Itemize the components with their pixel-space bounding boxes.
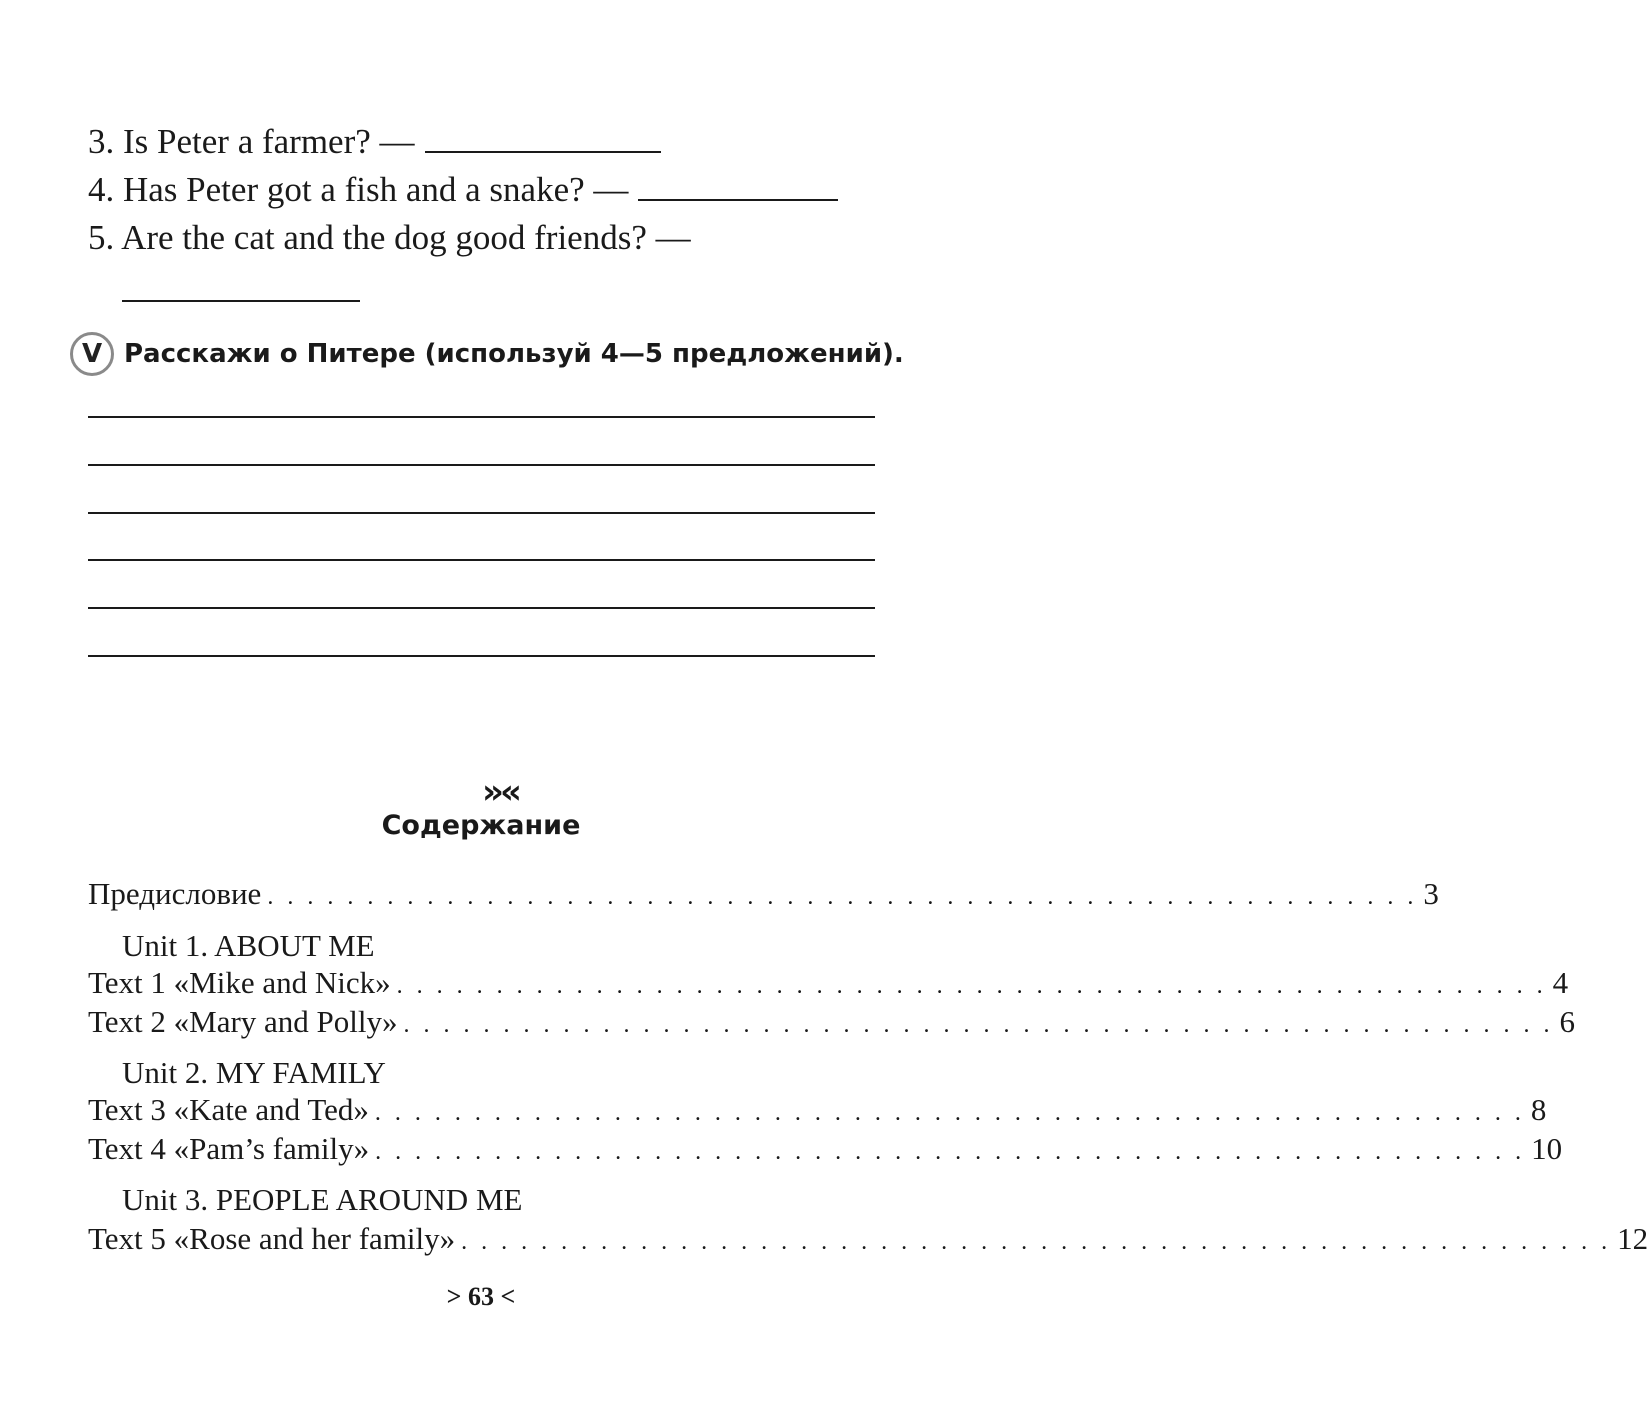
page-number: > 63 < bbox=[446, 1282, 516, 1311]
task-v-instruction: Расскажи о Питере (используй 4—5 предложений). bbox=[124, 339, 904, 369]
answer-blank-4[interactable] bbox=[638, 198, 838, 201]
question-4 bbox=[88, 172, 838, 207]
dot-leader: . . . . . . . . . . . . . . . . . . . . . . . . . . . . . . . . . . . . . . . . . . . . . . . . . . . . . . . . . . bbox=[374, 1100, 1525, 1126]
toc-entry-label: Text 3 «Kate and Ted» bbox=[88, 1092, 369, 1127]
task-number-badge: V bbox=[70, 332, 114, 376]
toc-entry-label: Предисловие bbox=[88, 876, 262, 911]
writing-line-6[interactable] bbox=[88, 655, 875, 657]
question-4-text: 4. Has Peter got a fish and a snake? — bbox=[88, 170, 629, 209]
toc-title: Содержание bbox=[381, 810, 581, 841]
toc-entry-page: 3 bbox=[1423, 876, 1439, 911]
toc-entry-page: 8 bbox=[1530, 1092, 1547, 1127]
question-5-text: 5. Are the cat and the dog good friends? — bbox=[88, 218, 691, 257]
question-3 bbox=[88, 124, 661, 159]
toc-entry-preface[interactable] bbox=[88, 876, 1439, 911]
toc-entry-page: 10 bbox=[1531, 1131, 1563, 1166]
toc-unit-2-heading: Unit 2. MY FAMILY bbox=[122, 1055, 386, 1090]
toc-entry-page: 4 bbox=[1552, 965, 1569, 1000]
toc-entry-page: 12 bbox=[1617, 1221, 1648, 1256]
task-v-header bbox=[70, 332, 904, 376]
writing-line-5[interactable] bbox=[88, 607, 875, 609]
toc-entry-label: Text 4 «Pam’s family» bbox=[88, 1131, 370, 1166]
question-3-text: 3. Is Peter a farmer? — bbox=[88, 122, 415, 161]
toc-entry-page: 6 bbox=[1559, 1004, 1576, 1039]
toc-unit-3-heading: Unit 3. PEOPLE AROUND ME bbox=[122, 1182, 523, 1217]
answer-blank-3[interactable] bbox=[425, 150, 661, 153]
dot-leader: . . . . . . . . . . . . . . . . . . . . . . . . . . . . . . . . . . . . . . . . . . . . . . . . . . . . . . . . . . bbox=[396, 973, 1547, 999]
answer-blank-5[interactable] bbox=[122, 300, 360, 302]
dot-leader: . . . . . . . . . . . . . . . . . . . . . . . . . . . . . . . . . . . . . . . . . . . . . . . . . . . . . . . . . . bbox=[267, 884, 1418, 910]
question-5 bbox=[88, 220, 691, 255]
toc-entry-label: Text 5 «Rose and her family» bbox=[88, 1221, 456, 1256]
dot-leader: . . . . . . . . . . . . . . . . . . . . . . . . . . . . . . . . . . . . . . . . . . . . . . . . . . . . . . . . . . bbox=[461, 1229, 1612, 1255]
toc-entry-label: Text 2 «Mary and Polly» bbox=[88, 1004, 398, 1039]
toc-entry-label: Text 1 «Mike and Nick» bbox=[88, 965, 391, 1000]
writing-line-4[interactable] bbox=[88, 559, 875, 561]
toc-entry-text-3[interactable] bbox=[88, 1092, 1547, 1127]
dot-leader: . . . . . . . . . . . . . . . . . . . . . . . . . . . . . . . . . . . . . . . . . . . . . . . . . . . . . . . . . . bbox=[375, 1139, 1526, 1165]
writing-line-1[interactable] bbox=[88, 416, 875, 418]
toc-entry-text-5[interactable] bbox=[88, 1221, 1648, 1256]
writing-line-3[interactable] bbox=[88, 512, 875, 514]
toc-entry-text-4[interactable] bbox=[88, 1131, 1563, 1166]
dot-leader: . . . . . . . . . . . . . . . . . . . . . . . . . . . . . . . . . . . . . . . . . . . . . . . . . . . . . . . . . . bbox=[403, 1012, 1554, 1038]
toc-entry-text-1[interactable] bbox=[88, 965, 1569, 1000]
toc-unit-1-heading: Unit 1. ABOUT ME bbox=[122, 928, 375, 963]
writing-line-2[interactable] bbox=[88, 464, 875, 466]
toc-entry-text-2[interactable] bbox=[88, 1004, 1576, 1039]
section-ornament: »« bbox=[482, 772, 518, 812]
